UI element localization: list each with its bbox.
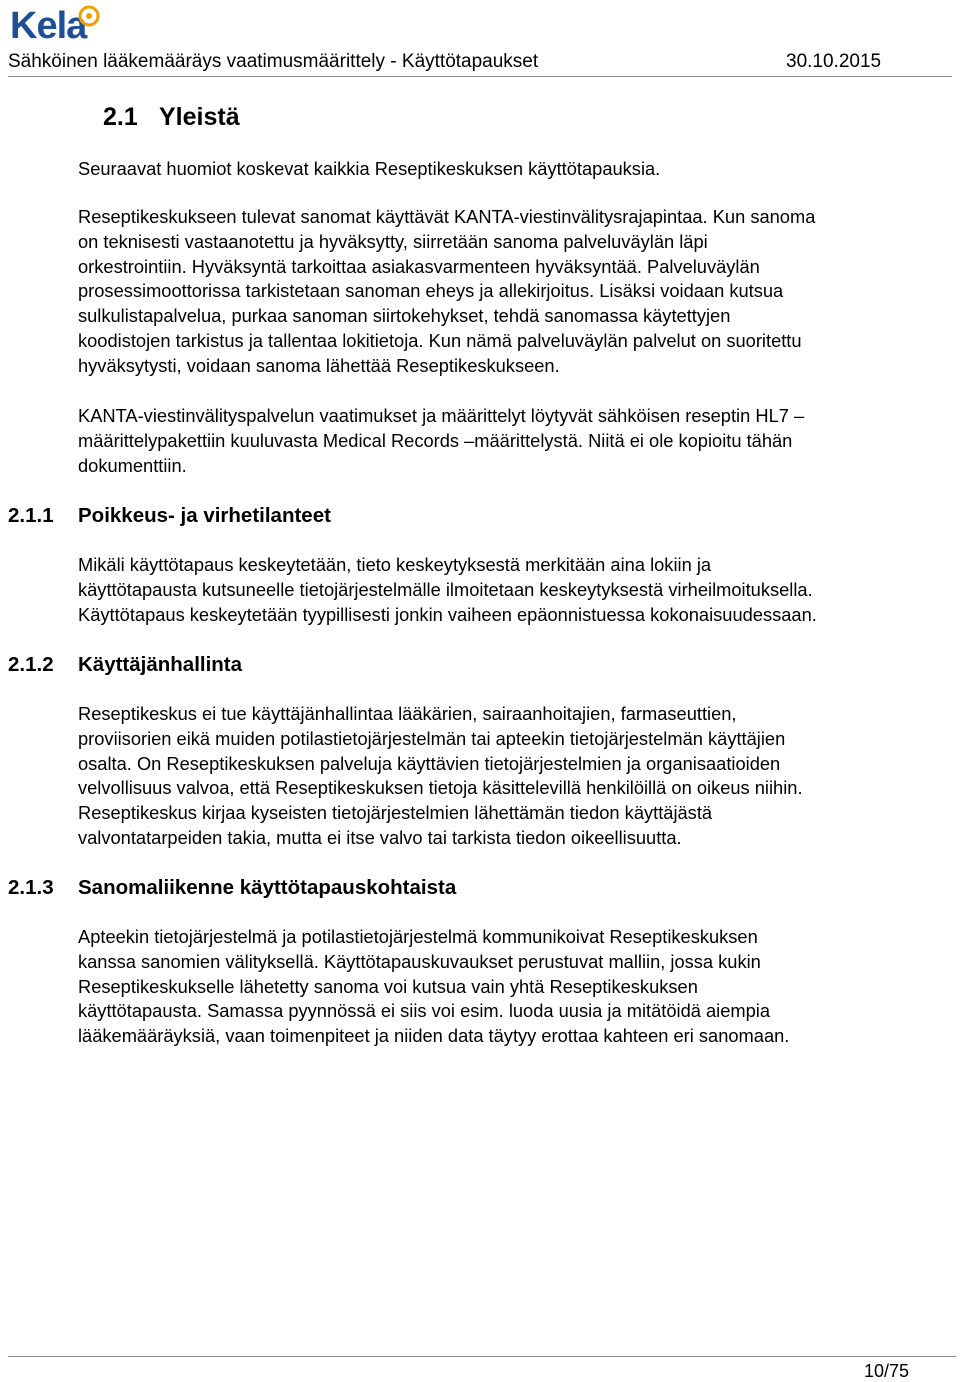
subsection-heading-2-1-3 [8,874,456,902]
intro-paragraph-2 [78,205,958,379]
text-line: sulkulistapalvelua, purkaa sanoman siirtokehykset, tehdä sanomassa käytettyjen [78,305,731,327]
subsection-paragraph-2-1-1 [78,553,958,627]
text-line: käyttötapausta kutsuneelle tietojärjestelmälle ilmoitetaan keskeytyksestä virheilmoituksella. [78,578,813,600]
subsection-heading-2-1-1 [8,502,331,530]
section-title: Yleistä [159,103,240,131]
intro-paragraph-3 [78,404,958,478]
text-line: käyttötapausta. Samassa pyynnössä ei siis voi esim. luoda uusia ja mitätöidä aiempia [78,1000,771,1022]
text-line: proviisorien eikä muiden potilastietojärjestelmän tai apteekin tietojärjestelmän käyttäjien [78,727,786,749]
text-line: Seuraavat huomiot koskevat kaikkia Reseptikeskuksen käyttötapauksia. [78,158,661,179]
text-line: osalta. On Reseptikeskuksen palveluja käyttävien tietojärjestelmien ja organisaatioiden [78,752,781,774]
subsection-number: 2.1.1 [8,504,54,527]
text-line: lääkemääräyksiä, vaan toimenpiteet ja niiden data täytyy erottaa kahteen eri sanomaan. [78,1025,790,1047]
text-line: määrittelypakettiin kuuluvasta Medical Records –määrittelystä. Niitä ei ole kopioitu tähän [78,429,793,451]
subsection-title: Käyttäjänhallinta [78,653,243,676]
text-line: prosessimoottorissa tarkistetaan sanoman eheys ja allekirjoitus. Lisäksi voidaan kutsua [78,280,784,302]
page-header [8,50,952,77]
text-line: Reseptikeskus kirjaa kyseisten tietojärjestelmien lähettämän tiedon käyttäjästä [78,802,713,824]
text-line: dokumenttiin. [78,454,187,476]
text-line: kanssa sanomien välityksellä. Käyttötapauskuvaukset perustuvat malliin, jossa kukin [78,950,761,972]
text-line: Mikäli käyttötapaus keskeytetään, tieto keskeytyksestä merkitään aina lokiin ja [78,554,712,575]
text-line: orkestrointiin. Hyväksyntä tarkoittaa asiakasvarmenteen hyväksyntää. Palveluväylän [78,255,760,277]
text-line: Reseptikeskukseen tulevat sanomat käyttävät KANTA-viestinvälitysrajapintaa. Kun sanoma [78,206,816,227]
subsection-paragraph-2-1-2 [78,702,958,851]
document-date: 30.10.2015 [786,51,882,72]
subsection-title: Poikkeus- ja virhetilanteet [78,504,331,527]
text-line: Käyttötapaus keskeytetään tyypillisesti jonkin vaiheen epäonnistuessa kokonaisuudessaan. [78,603,817,625]
subsection-heading-2-1-2 [8,651,242,679]
subsection-number: 2.1.2 [8,653,54,676]
subsection-title: Sanomaliikenne käyttötapauskohtaista [78,876,457,899]
text-line: KANTA-viestinvälityspalvelun vaatimukset ja määrittelyt löytyvät sähköisen reseptin HL7 – [78,405,805,426]
logo-badge-icon [78,5,100,27]
footer-divider [8,1356,956,1357]
text-line: Reseptikeskukselle lähetetty sanoma voi kutsua vain yhtä Reseptikeskuksen [78,975,698,997]
document-title: Sähköinen lääkemääräys vaatimusmäärittely - Käyttötapaukset [8,51,539,72]
intro-paragraph-1 [78,157,958,182]
text-line: on teknisesti vastaanotettu ja hyväksytty, siirretään sanoma palveluväylän läpi [78,230,708,252]
kela-logo [10,4,100,48]
text-line: Reseptikeskus ei tue käyttäjänhallintaa lääkärien, sairaanhoitajien, farmaseuttien, [78,703,737,724]
text-line: hyväksytysti, voidaan sanoma lähettää Reseptikeskukseen. [78,354,560,376]
text-line: koodistojen tarkistus ja tallentaa lokitietoja. Kun nämä palveluväylän palvelut on suoritettu [78,329,802,351]
section-heading [103,100,240,134]
text-line: Apteekin tietojärjestelmä ja potilastietojärjestelmä kommunikoivat Reseptikeskuksen [78,926,758,947]
section-number: 2.1 [103,103,138,131]
page-number: 10/75 [864,1361,910,1381]
logo-text: Kela [10,5,87,47]
text-line: valvontatarpeiden takia, mutta ei itse valvo tai tarkista tiedon oikeellisuutta. [78,826,682,848]
subsection-number: 2.1.3 [8,876,54,899]
text-line: velvollisuus valvoa, että Reseptikeskuksen tietoja käsittelevillä henkilöillä on oikeus niihin. [78,777,803,799]
subsection-paragraph-2-1-3 [78,925,958,1049]
